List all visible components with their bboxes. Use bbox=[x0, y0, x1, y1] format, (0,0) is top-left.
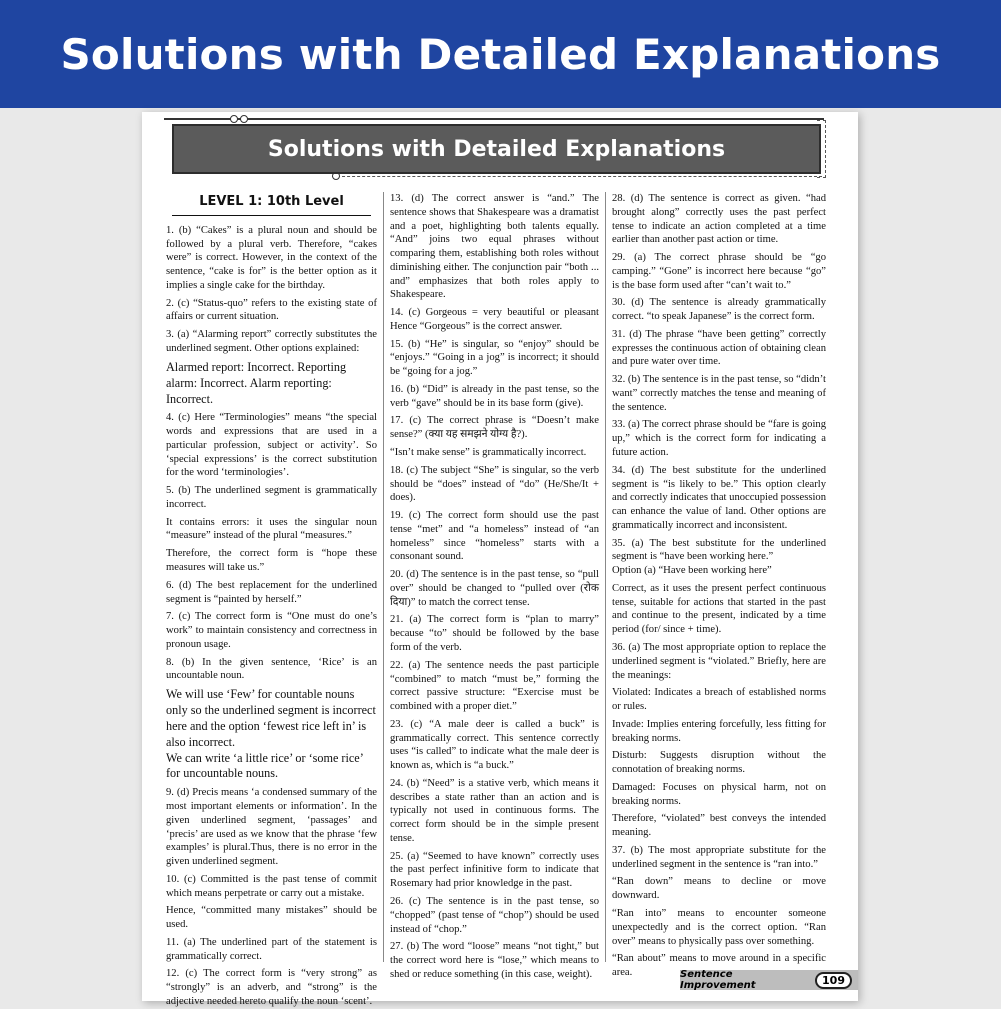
explanation: We can write ‘a little rice’ or ‘some rice’ for uncountable nouns. bbox=[166, 750, 363, 781]
explanation: 1. (b) “Cakes” is a plural noun and should be followed by a plural verb. Therefore, “cakes were” is correct. However, in the context of the sentence, “cake is for” is the better option as it implies a single cake for the birthday. bbox=[166, 224, 377, 291]
explanation: Disturb: Suggests disruption without the connotation of breaking norms. bbox=[612, 750, 826, 776]
explanation: 6. (d) The best replacement for the underlined segment is “painted by herself.” bbox=[166, 579, 377, 605]
explanation: 12. (c) The correct form is “very strong” as “strongly” is an adverb, and “strong” is the adjective needed hereto qualify the noun ‘scent’. bbox=[166, 968, 377, 1008]
explanation: We will use ‘Few’ for countable nouns only so the underlined segment is incorrect here and the option ‘fewest rice left in’ is also incorrect. bbox=[166, 687, 376, 749]
explanation: 14. (c) Gorgeous = very beautiful or pleasant Hence “Gorgeous” is the correct answer. bbox=[390, 307, 599, 332]
explanation: 35. (a) The best substitute for the underlined segment is “have been working here.” bbox=[612, 537, 826, 563]
section-title: Solutions with Detailed Explanations bbox=[267, 136, 726, 162]
explanation: 25. (a) “Seemed to have known” correctly uses the past perfect infinitive form to indicate that Rosemary had prior knowledge in the past. bbox=[390, 850, 599, 890]
page-footer bbox=[680, 970, 858, 990]
explanation: “Ran down” means to decline or move downward. bbox=[612, 876, 826, 902]
explanation: 24. (b) “Need” is a stative verb, which means it describes a state rather than an action and is typically not used in continuous forms. The correct form should be in the simple present tense. bbox=[390, 777, 599, 844]
explanation: 3. (a) “Alarming report” correctly substitutes the underlined segment. Other options explained: bbox=[166, 329, 377, 355]
explanation: “Isn’t make sense” is grammatically incorrect. bbox=[390, 447, 587, 459]
explanation: 28. (d) The sentence is correct as given. “had brought along” correctly uses the past perfect tense to indicate an action completed at a time earlier than another past action or time. bbox=[612, 193, 826, 246]
explanation: 29. (a) The correct phrase should be “go camping.” “Gone” is incorrect here because “go” is the base form used after “can’t wait to.” bbox=[612, 252, 826, 291]
explanation: 4. (c) Here “Terminologies” means “the special words and expressions that are used in a particular profession, subject or activity’. So ‘special expressions’ is the correct substitution for the word ‘terminologies’. bbox=[166, 412, 377, 479]
explanation: 27. (b) The word “loose” means “not tight,” but the correct word here is “lose,” which means to shed or reduce something (in this case, weight). bbox=[390, 941, 599, 980]
explanation: 37. (b) The most appropriate substitute for the underlined segment in the sentence is “ran into.” bbox=[612, 844, 826, 870]
explanation: “Ran about” means to move around in a specific area. bbox=[612, 953, 826, 979]
header-dash-bottom bbox=[332, 176, 822, 177]
header-dot bbox=[240, 115, 248, 123]
level-title: LEVEL 1: 10th Level bbox=[172, 192, 371, 216]
explanation: 13. (d) The correct answer is “and.” The sentence shows that Shakespeare was a dramatist and a poet, highlighting both talents equally. “And” joins two equal phrases without comparing them, establishing both roles without diminishing either. The conjunction pair “both ... and” emphasizes that both roles apply to Shakespeare. bbox=[390, 193, 599, 301]
explanation: 11. (a) The underlined part of the statement is grammatically correct. bbox=[166, 936, 377, 962]
explanation: 15. (b) “He” is singular, so “enjoy” should be “enjoys.” “Going in a jog” is incorrect; it should be “going for a jog.” bbox=[390, 338, 599, 378]
explanation: 22. (a) The sentence needs the past participle “combined” to match “must be,” forming the correct passive structure: “Exercise must be combined with a proper diet.” bbox=[390, 659, 599, 713]
explanation: 10. (c) Committed is the past tense of commit which means perpetrate or carry out a mistake. bbox=[166, 873, 377, 899]
column-1 bbox=[166, 192, 384, 1008]
explanation: 36. (a) The most appropriate option to replace the underlined segment is “violated.” Briefly, here are the meanings: bbox=[612, 641, 826, 681]
top-banner bbox=[0, 0, 1001, 108]
explanation: 8. (b) In the given sentence, ‘Rice’ is an uncountable noun. bbox=[166, 656, 377, 682]
explanation: Violated: Indicates a breach of established norms or rules. bbox=[612, 687, 826, 713]
explanation: Therefore, “violated” best conveys the intended meaning. bbox=[612, 813, 826, 839]
explanation: 18. (c) The subject “She” is singular, so the verb should be “does” instead of “do” (He/She/It + does). bbox=[390, 464, 599, 504]
explanation: 19. (c) The correct form should use the past tense “met” and “a homeless” instead of “an homeless” since “homeless” starts with a consonant sound. bbox=[390, 510, 599, 563]
explanation: 9. (d) Precis means ‘a condensed summary of the most important elements or information’. In the given underlined segment, ‘passages’ and ‘precis’ are used as we know that the phrase ‘few examples’ is plural.Thus, there is no error in the given underlined segment. bbox=[166, 787, 377, 868]
explanation: Alarmed report: Incorrect. Reporting alarm: Incorrect. Alarm reporting: Incorrect. bbox=[166, 359, 347, 406]
explanation: It contains errors: it uses the singular noun “measure” instead of the plural “measures.” bbox=[166, 516, 377, 542]
explanation: 30. (d) The sentence is already grammatically correct. “to speak Japanese” is the correct form. bbox=[612, 297, 826, 323]
explanation: 17. (c) The correct phrase is “Doesn’t make sense?” (क्या यह समझने योग्य है?). bbox=[390, 415, 599, 441]
footer-title: Sentence Improvement bbox=[680, 969, 756, 991]
explanation: 5. (b) The underlined segment is grammatically incorrect. bbox=[166, 485, 377, 510]
page-number: 109 bbox=[815, 972, 852, 989]
explanation: Hence, “committed many mistakes” should be used. bbox=[166, 905, 377, 931]
explanation: 2. (c) “Status-quo” refers to the existing state of affairs or current situation. bbox=[166, 297, 377, 323]
explanation: 20. (d) The sentence is in the past tense, so “pull over” should be changed to “pulled over (रोक दिया)” to match the correct tense. bbox=[390, 569, 599, 608]
section-title-bar bbox=[172, 124, 821, 174]
header-dot bbox=[230, 115, 238, 123]
header-rule bbox=[164, 118, 824, 120]
book-page bbox=[142, 112, 858, 1008]
explanation: 16. (b) “Did” is already in the past tense, so the verb “gave” should be in its base form (give). bbox=[390, 383, 599, 409]
column-3 bbox=[606, 192, 826, 979]
explanation: Correct, as it uses the present perfect continuous tense, suitable for actions that started in the past and continue to the present, indicated by a time period (for/ since + time). bbox=[612, 582, 826, 636]
explanation: 7. (c) The correct form is “One must do one’s work” to maintain consistency and correctness in pronoun usage. bbox=[166, 611, 377, 650]
explanation: 31. (d) The phrase “have been getting” correctly expresses the continuous action of obtaining clean and pure water over time. bbox=[612, 328, 826, 368]
explanation: 23. (c) “A male deer is called a buck” is grammatically correct. This sentence correctly uses “is called” to indicate what the male deer is known as, which is “a buck.” bbox=[390, 718, 599, 772]
banner-title: Solutions with Detailed Explanations bbox=[60, 29, 941, 79]
explanation: Option (a) “Have been working here” bbox=[612, 565, 772, 577]
explanation: 33. (a) The correct phrase should be “fare is going up,” which is the correct form for indicating a future action. bbox=[612, 419, 826, 459]
explanation: 34. (d) The best substitute for the underlined segment is “is likely to be.” This option clearly and correctly indicates that unoccupied possession can enhance the value of land. Other options are grammatically incorrect and inconsistent. bbox=[612, 464, 826, 531]
column-2 bbox=[384, 192, 606, 980]
explanation: Therefore, the correct form is “hope these measures will take us.” bbox=[166, 548, 377, 574]
explanation: “Ran into” means to encounter someone unexpectedly and is the correct option. “Ran over” means to physically pass over something. bbox=[612, 907, 826, 947]
explanation: Damaged: Focuses on physical harm, not on breaking norms. bbox=[612, 781, 826, 807]
explanation: 26. (c) The sentence is in the past tense, so “chopped” (past tense of “chop”) should be used instead of “chop.” bbox=[390, 895, 599, 935]
explanation: 21. (a) The correct form is “plan to marry” because “to” should be followed by the base form of the verb. bbox=[390, 614, 599, 653]
explanation: 32. (b) The sentence is in the past tense, so “didn’t want” correctly matches the tense and meaning of the sentence. bbox=[612, 374, 826, 413]
explanation: Invade: Implies entering forcefully, less fitting for breaking norms. bbox=[612, 718, 826, 744]
